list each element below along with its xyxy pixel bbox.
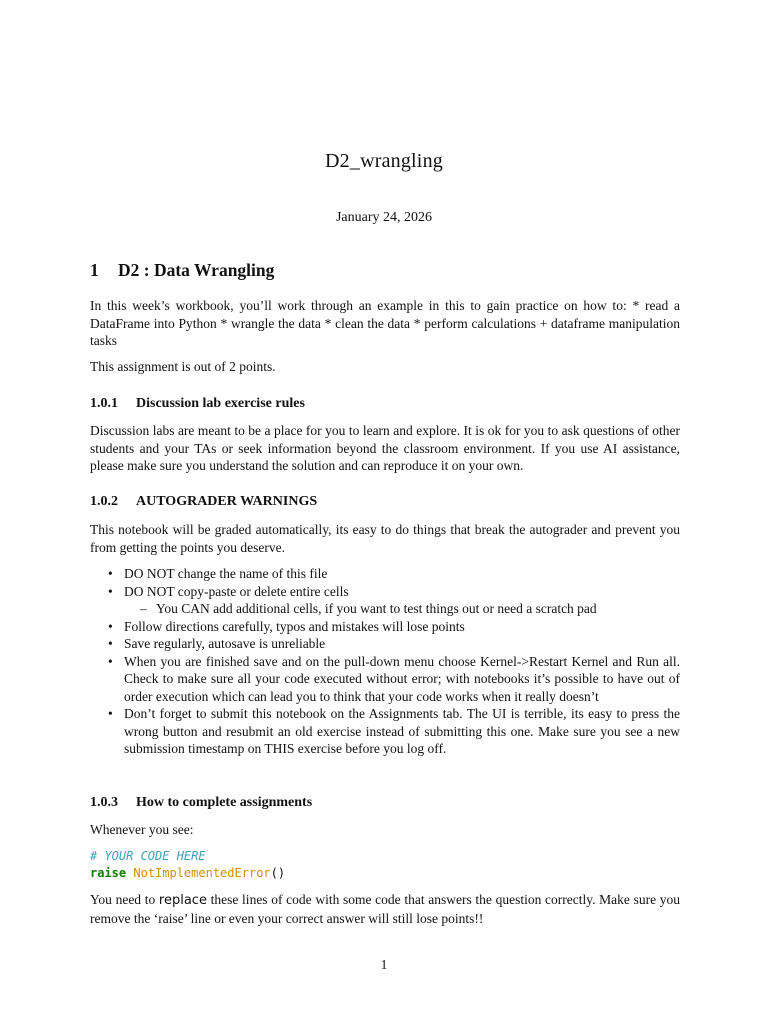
code-comment: # YOUR CODE HERE <box>90 849 206 863</box>
intro-paragraph: In this week’s workbook, you’ll work through an example in this to gain practice on how to: * read a DataFrame into Python * wrangle the data * clean the data * perform calculations + dataframe manipulation tasks <box>90 298 680 348</box>
list-item <box>90 618 680 636</box>
page-number: 1 <box>380 957 388 972</box>
code-line-comment <box>90 848 285 865</box>
warnings-paragraph: This notebook will be graded automatically, its easy to do things that break the autograder and prevent you from getting the points you deserve. <box>90 522 680 555</box>
list-item <box>90 565 680 583</box>
bullet-glyph: • <box>108 618 113 634</box>
list-item-text: DO NOT change the name of this file <box>124 566 328 581</box>
rules-heading <box>90 396 305 412</box>
list-item-text: Save regularly, autosave is unreliable <box>124 636 326 651</box>
dash-glyph: – <box>140 601 147 616</box>
rules-paragraph: Discussion labs are meant to be a place for you to learn and explore. It is ok for you to ask questions of other students and your TAs or seek information beyond the classroom environment. If you use AI assistance, please make sure you understand the solution and can reproduce it on your own. <box>90 423 680 473</box>
list-item-text: Don’t forget to submit this notebook on the Assignments tab. The UI is terrible, its easy to press the wrong button and resubmit an old exercise instead of submitting this one. Make sure you see a new submission timestamp on THIS exercise before you log off. <box>124 706 680 756</box>
list-item <box>90 653 680 706</box>
section-title: D2 : Data Wrangling <box>118 260 275 280</box>
list-item <box>90 583 680 601</box>
bullet-glyph: • <box>108 583 113 599</box>
howto-instructions <box>90 891 680 927</box>
list-item-text: Follow directions carefully, typos and mistakes will lose points <box>124 618 465 634</box>
list-item <box>90 705 680 758</box>
sub-list-item <box>90 600 680 618</box>
code-keyword: raise <box>90 866 127 880</box>
code-error-class: NotImplementedError <box>133 866 271 880</box>
list-item-text: DO NOT copy-paste or delete entire cells <box>124 583 349 599</box>
section-number: 1 <box>90 260 99 280</box>
code-block <box>90 848 285 882</box>
list-item <box>90 635 680 653</box>
list-item-text: When you are finished save and on the pull-down menu choose Kernel->Restart Kernel and Run all. Check to make sure all your code executed without error; with notebooks it’s possible to have out of order execution which can lead you to think that your code works when it really doesn’t <box>124 653 680 704</box>
warnings-heading <box>90 494 317 510</box>
rules-number: 1.0.1 <box>90 396 118 411</box>
howto-lead: Whenever you see: <box>90 822 194 837</box>
bullet-glyph: • <box>108 636 113 651</box>
warnings-title: AUTOGRADER WARNINGS <box>136 494 318 509</box>
warnings-list <box>90 565 680 758</box>
bullet-glyph: • <box>108 706 113 721</box>
warnings-number: 1.0.2 <box>90 494 118 509</box>
section-heading <box>90 260 274 281</box>
points-note: This assignment is out of 2 points. <box>90 359 276 374</box>
instr-post: these lines of code with some code that answers the question correctly. Make sure you remove the ‘raise’ line or even your correct answer will still lose points!! <box>90 892 680 926</box>
instr-replace-word: replace <box>158 893 207 908</box>
howto-title: How to complete assignments <box>136 795 313 810</box>
howto-heading <box>90 795 312 811</box>
bullet-glyph: • <box>108 653 113 669</box>
document-title: D2_wrangling <box>325 150 443 172</box>
instr-pre: You need to <box>90 892 159 907</box>
code-parens: () <box>270 866 286 880</box>
bullet-glyph: • <box>108 566 113 581</box>
howto-number: 1.0.3 <box>90 795 118 810</box>
list-item-text: You CAN add additional cells, if you want to test things out or need a scratch pad <box>156 601 597 616</box>
rules-title: Discussion lab exercise rules <box>136 396 305 411</box>
document-date: January 24, 2026 <box>335 210 433 225</box>
code-line-raise <box>90 865 285 882</box>
